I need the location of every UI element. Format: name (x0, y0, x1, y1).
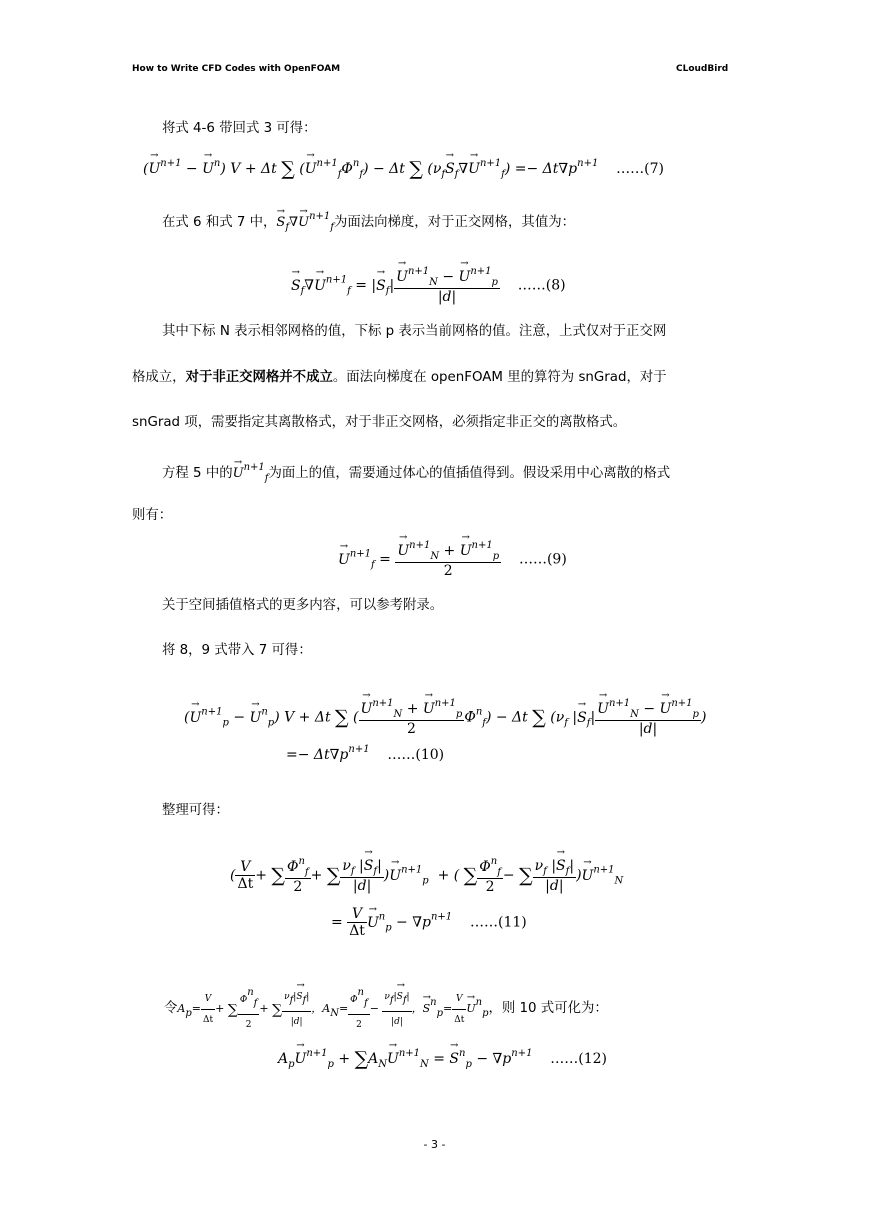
paragraph-definitions (164, 983, 772, 1035)
paragraph-appendix: 关于空间插值格式的更多内容，可以参考附录。 (162, 598, 444, 613)
equation-12: $A_p\to U^{n+1}_p + \sum A_N\to U^{n+1}_N$ = → $S^n_p - \nabla p^{n+1}$ ……(12) (278, 1048, 607, 1070)
equation-number: ……(12) (550, 1051, 607, 1067)
inline-math: → $S_f\nabla\to U^{n+1}_f$ (276, 215, 334, 230)
paragraph-eq5 (132, 458, 770, 489)
equation-number: ……(11) (469, 914, 527, 931)
inline-math: Ap= $\frac{V}{\Delta t}$ + ∑ $\frac{\text{Φnf}}{2}$ + ∑ $\frac{\nu f|\to Sf|}{|d|}$ ，AN= $\frac{\text{Φnf}}{2}$ − $\frac{\nu f|\to Sf|}{|d|}$ ，→ Snp= $\frac{V}{\Delta t}$ → Unp (177, 1002, 488, 1015)
paragraph-notes-line2 (132, 368, 740, 388)
text-run: 格成立， (132, 370, 186, 385)
equation-number: ……(10) (387, 747, 445, 763)
paragraph-notes-line1: 其中下标 N 表示相邻网格的值，下标 p 表示当前网格的值。注意，上式仅对于正交网 (162, 324, 667, 339)
equation-9: → $U^{n+1}_f$ = → $\frac{U^{n+1}_N + \to U^{n+1}_p}{2}$ ……(9) (338, 540, 567, 579)
paragraph-substitute: 将 8，9 式带入 7 可得： (162, 643, 312, 658)
text-run: 在式 6 和式 7 中， (162, 215, 277, 230)
page-number: - 3 - (423, 1138, 446, 1151)
inline-math: → $U^{n+1}_f$ (233, 466, 269, 481)
equation-number: ……(9) (518, 551, 567, 568)
paragraph-rearrange: 整理可得： (162, 803, 229, 818)
paragraph-sngrad-intro (132, 207, 770, 238)
text-run: 为面上的值，需要通过体心的值插值得到。假设采用中心离散的格式 (268, 466, 671, 481)
text-run: 为面法向梯度，对于正交网格，其值为： (333, 215, 575, 230)
equation-number: ……(7) (616, 161, 664, 177)
paragraph-notes-line3: snGrad 项，需要指定其离散格式，对于非正交网格，必须指定非正交的离散格式。 (132, 415, 627, 430)
text-run: ，则 10 式可化为： (488, 1001, 608, 1016)
text-run: 。面法向梯度在 openFOAM 里的算符为 snGrad，对于 (332, 370, 667, 385)
paragraph-eq5-line2: 则有： (132, 508, 173, 523)
equation-11: ( $\frac{V}{\Delta t}$ + ∑ $\frac{\Phi^n_f}{2}$ + ∑ $\frac{\nu_f |\to S_f|}{|d|}$ )→ $U^{n+1}_p$ + ( ∑ $\frac{\Phi^n_f}{2}$ − ∑ $\frac{\nu_f |\to S_f|}{|d|}$ )→ $U^{n+1}_N$ (230, 856, 623, 895)
equation-7: (→ $U^{n+1}$ − → $U^n$) V + Δt ∑ (→ $U^{n+1}_f\Phi^n_f) - \Delta t$ ∑ $(\nu_f\to S_f\nabla\to U^{n+1}_f) =- \Delta t\nabla p^{n+1}$ ……(7) (143, 158, 664, 180)
text-run: 令 (164, 1001, 178, 1016)
equation-8: → $S_f\nabla\to U^{n+1}_f$ = |→ $S_f|$ → $\frac{U^{n+1}_N - \to U^{n+1}_p}{|d|}$ ……(8) (291, 266, 566, 305)
equation-11-line2: = $\frac{V}{\Delta t}$ → $U^n_p - \nabla p^{n+1}$ ……(11) (331, 906, 527, 939)
text-run: 方程 5 中的 (162, 466, 233, 481)
running-header-title: How to Write CFD Codes with OpenFOAM (132, 64, 341, 74)
paragraph-intro: 将式 4-6 带回式 3 可得： (162, 121, 317, 136)
equation-10-line2: =− $\Delta t\nabla p^{n+1}$ ……(10) (286, 744, 445, 763)
running-header-author: CLoudBird (676, 64, 729, 74)
equation-number: ……(8) (517, 277, 566, 294)
equation-10: (→ $U^{n+1}_p$ − → $U^n_p$) V + Δt ∑ ( → $\frac{U^{n+1}_N + \to U^{n+1}_p}{2}$ $\Phi^n_f) - \Delta t$ ∑ ($\nu_f$ |→ $S_f|$ → $\frac{U^{n+1}_N - \to U^{n+1}_p}{|d|}$ ) (184, 698, 706, 737)
bold-text: 对于非正交网格并不成立 (185, 370, 333, 385)
